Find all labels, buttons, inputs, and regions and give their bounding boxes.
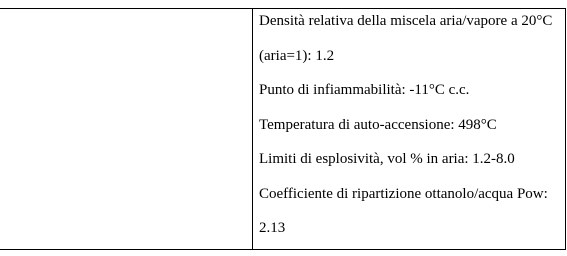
table-top-border: [0, 8, 565, 9]
mixture-density-line-1: Densità relativa della miscela aria/vapore a 20°C: [259, 13, 553, 29]
partition-coefficient-line-1: Coefficiente di ripartizione ottanolo/acqua Pow:: [259, 186, 548, 202]
auto-ignition-temperature: Temperatura di auto-accensione: 498°C: [259, 117, 497, 133]
table-right-border: [565, 8, 566, 250]
flash-point: Punto di infiammabilità: -11°C c.c.: [259, 82, 470, 98]
table-bottom-border: [0, 249, 565, 250]
partition-coefficient-line-2: 2.13: [259, 220, 286, 236]
mixture-density-line-2: (aria=1): 1.2: [259, 48, 335, 64]
column-divider: [252, 8, 253, 250]
explosive-limits: Limiti di esplosività, vol % in aria: 1.2-8.0: [259, 151, 515, 167]
